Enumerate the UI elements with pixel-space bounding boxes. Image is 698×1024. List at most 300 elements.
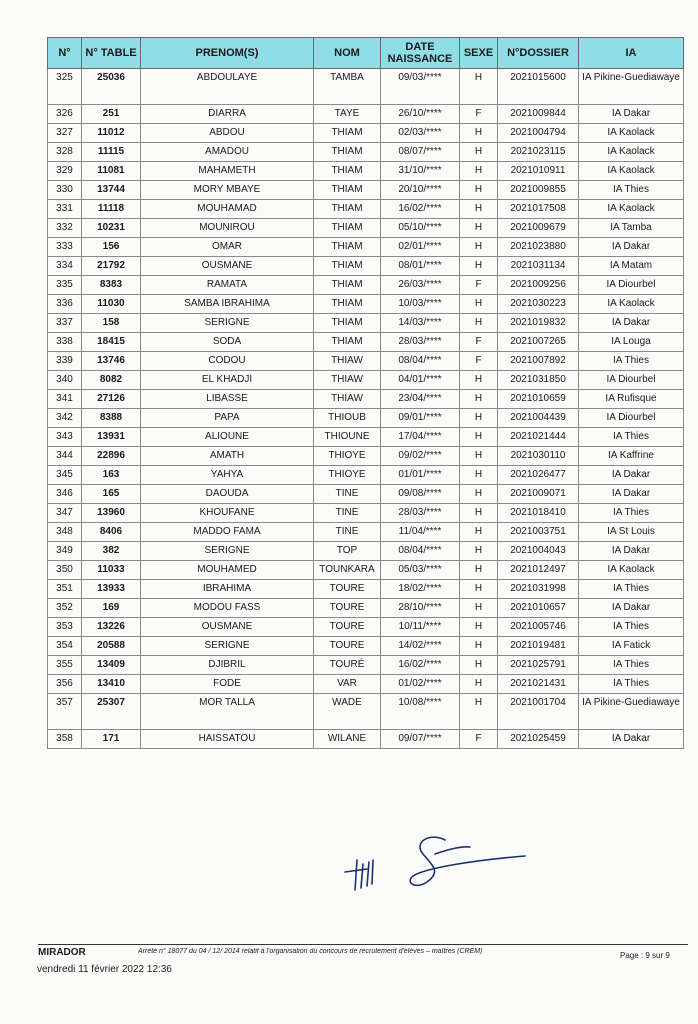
- cell-last-name: VAR: [314, 675, 381, 694]
- table-header-row: [48, 38, 684, 69]
- cell-file-number: 2021004043: [498, 542, 579, 561]
- cell-table-number: 25036: [82, 69, 141, 105]
- cell-ia: IA Kaolack: [579, 143, 684, 162]
- cell-birth-date: 09/07/****: [381, 730, 460, 749]
- cell-first-names: PAPA: [141, 409, 314, 428]
- cell-file-number: 2021031850: [498, 371, 579, 390]
- cell-table-number: 382: [82, 542, 141, 561]
- cell-birth-date: 16/02/****: [381, 200, 460, 219]
- table-row: [48, 124, 684, 143]
- cell-ia: IA Thies: [579, 181, 684, 200]
- table-row: [48, 428, 684, 447]
- table-row: [48, 257, 684, 276]
- cell-sex: H: [460, 238, 498, 257]
- cell-table-number: 8388: [82, 409, 141, 428]
- table-row: [48, 371, 684, 390]
- cell-birth-date: 28/10/****: [381, 599, 460, 618]
- cell-last-name: TOUNKARA: [314, 561, 381, 580]
- cell-first-names: MOR TALLA: [141, 694, 314, 730]
- cell-first-names: ALIOUNE: [141, 428, 314, 447]
- cell-table-number: 18415: [82, 333, 141, 352]
- cell-sex: H: [460, 504, 498, 523]
- cell-first-names: DJIBRIL: [141, 656, 314, 675]
- cell-first-names: CODOU: [141, 352, 314, 371]
- cell-first-names: SERIGNE: [141, 637, 314, 656]
- cell-number: 340: [48, 371, 82, 390]
- table-row: [48, 730, 684, 749]
- cell-sex: H: [460, 162, 498, 181]
- cell-file-number: 2021007265: [498, 333, 579, 352]
- cell-first-names: SAMBA IBRAHIMA: [141, 295, 314, 314]
- table-row: [48, 162, 684, 181]
- cell-first-names: LIBASSE: [141, 390, 314, 409]
- table-row: [48, 352, 684, 371]
- cell-birth-date: 08/01/****: [381, 257, 460, 276]
- cell-birth-date: 10/03/****: [381, 295, 460, 314]
- cell-ia: IA Thies: [579, 580, 684, 599]
- cell-ia: IA Kaolack: [579, 200, 684, 219]
- cell-number: 338: [48, 333, 82, 352]
- cell-ia: IA Dakar: [579, 314, 684, 333]
- cell-birth-date: 01/02/****: [381, 675, 460, 694]
- cell-last-name: THIAM: [314, 124, 381, 143]
- cell-file-number: 2021009679: [498, 219, 579, 238]
- cell-birth-date: 05/03/****: [381, 561, 460, 580]
- cell-birth-date: 04/01/****: [381, 371, 460, 390]
- cell-table-number: 13960: [82, 504, 141, 523]
- cell-ia: IA Diourbel: [579, 371, 684, 390]
- table-row: [48, 694, 684, 730]
- cell-table-number: 169: [82, 599, 141, 618]
- cell-ia: IA Thies: [579, 656, 684, 675]
- cell-birth-date: 31/10/****: [381, 162, 460, 181]
- cell-table-number: 25307: [82, 694, 141, 730]
- cell-file-number: 2021015600: [498, 69, 579, 105]
- header-number: N°: [48, 38, 82, 69]
- cell-file-number: 2021004794: [498, 124, 579, 143]
- cell-file-number: 2021007892: [498, 352, 579, 371]
- cell-number: 354: [48, 637, 82, 656]
- cell-sex: H: [460, 485, 498, 504]
- cell-birth-date: 10/08/****: [381, 694, 460, 730]
- cell-first-names: IBRAHIMA: [141, 580, 314, 599]
- cell-number: 336: [48, 295, 82, 314]
- cell-sex: H: [460, 314, 498, 333]
- cell-number: 329: [48, 162, 82, 181]
- cell-sex: H: [460, 599, 498, 618]
- header-file-number: N°DOSSIER: [498, 38, 579, 69]
- cell-birth-date: 02/03/****: [381, 124, 460, 143]
- table-row: [48, 181, 684, 200]
- cell-last-name: TOURÉ: [314, 656, 381, 675]
- cell-sex: H: [460, 428, 498, 447]
- cell-ia: IA Thies: [579, 352, 684, 371]
- cell-last-name: THIAM: [314, 276, 381, 295]
- cell-file-number: 2021025791: [498, 656, 579, 675]
- header-birth-date: DATE NAISSANCE: [381, 38, 460, 69]
- footer-decree: Arrêté n° 18077 du 04 / 12/ 2014 relatif à l'organisation du concours de recrutement d'élèves – maîtres (CREM): [138, 948, 483, 955]
- cell-first-names: MADDO FAMA: [141, 523, 314, 542]
- cell-ia: IA Dakar: [579, 105, 684, 124]
- cell-number: 353: [48, 618, 82, 637]
- cell-sex: H: [460, 466, 498, 485]
- cell-file-number: 2021012497: [498, 561, 579, 580]
- cell-number: 348: [48, 523, 82, 542]
- cell-file-number: 2021031998: [498, 580, 579, 599]
- cell-birth-date: 08/04/****: [381, 542, 460, 561]
- cell-file-number: 2021019832: [498, 314, 579, 333]
- cell-birth-date: 08/07/****: [381, 143, 460, 162]
- cell-table-number: 13931: [82, 428, 141, 447]
- results-table: [47, 37, 684, 749]
- cell-sex: F: [460, 276, 498, 295]
- cell-birth-date: 16/02/****: [381, 656, 460, 675]
- cell-file-number: 2021026477: [498, 466, 579, 485]
- cell-birth-date: 09/02/****: [381, 447, 460, 466]
- cell-first-names: OUSMANE: [141, 257, 314, 276]
- cell-number: 331: [48, 200, 82, 219]
- table-row: [48, 200, 684, 219]
- cell-number: 334: [48, 257, 82, 276]
- cell-birth-date: 17/04/****: [381, 428, 460, 447]
- cell-birth-date: 14/02/****: [381, 637, 460, 656]
- signature-image: [335, 820, 535, 900]
- cell-table-number: 165: [82, 485, 141, 504]
- cell-last-name: WADE: [314, 694, 381, 730]
- footer-org-name: MIRADOR: [38, 947, 86, 958]
- cell-last-name: TOP: [314, 542, 381, 561]
- cell-first-names: ABDOULAYE: [141, 69, 314, 105]
- cell-table-number: 11033: [82, 561, 141, 580]
- cell-file-number: 2021017508: [498, 200, 579, 219]
- cell-sex: F: [460, 730, 498, 749]
- cell-table-number: 8406: [82, 523, 141, 542]
- cell-last-name: THIOYE: [314, 466, 381, 485]
- cell-number: 327: [48, 124, 82, 143]
- cell-sex: H: [460, 637, 498, 656]
- cell-first-names: SERIGNE: [141, 542, 314, 561]
- cell-sex: F: [460, 333, 498, 352]
- table-row: [48, 618, 684, 637]
- cell-last-name: THIOUNE: [314, 428, 381, 447]
- cell-number: 352: [48, 599, 82, 618]
- cell-birth-date: 11/04/****: [381, 523, 460, 542]
- cell-number: 351: [48, 580, 82, 599]
- cell-table-number: 8082: [82, 371, 141, 390]
- cell-first-names: MOUNIROU: [141, 219, 314, 238]
- cell-birth-date: 20/10/****: [381, 181, 460, 200]
- table-row: [48, 447, 684, 466]
- cell-sex: H: [460, 257, 498, 276]
- cell-file-number: 2021009855: [498, 181, 579, 200]
- cell-last-name: THIAM: [314, 238, 381, 257]
- cell-last-name: TOURE: [314, 580, 381, 599]
- table-row: [48, 656, 684, 675]
- cell-last-name: THIAM: [314, 162, 381, 181]
- cell-birth-date: 05/10/****: [381, 219, 460, 238]
- cell-ia: IA Pikine-Guediawaye: [579, 69, 684, 105]
- cell-sex: H: [460, 618, 498, 637]
- cell-table-number: 13744: [82, 181, 141, 200]
- cell-table-number: 13933: [82, 580, 141, 599]
- cell-file-number: 2021019481: [498, 637, 579, 656]
- cell-number: 330: [48, 181, 82, 200]
- table-row: [48, 143, 684, 162]
- table-row: [48, 466, 684, 485]
- cell-ia: IA Dakar: [579, 730, 684, 749]
- cell-last-name: TAYE: [314, 105, 381, 124]
- table-row: [48, 333, 684, 352]
- cell-table-number: 21792: [82, 257, 141, 276]
- cell-table-number: 13746: [82, 352, 141, 371]
- cell-first-names: OUSMANE: [141, 618, 314, 637]
- cell-number: 341: [48, 390, 82, 409]
- cell-sex: H: [460, 409, 498, 428]
- cell-ia: IA Thies: [579, 504, 684, 523]
- table-row: [48, 561, 684, 580]
- table-row: [48, 542, 684, 561]
- cell-last-name: THIAM: [314, 257, 381, 276]
- cell-number: 347: [48, 504, 82, 523]
- cell-file-number: 2021009256: [498, 276, 579, 295]
- cell-table-number: 13410: [82, 675, 141, 694]
- cell-number: 345: [48, 466, 82, 485]
- cell-first-names: HAISSATOU: [141, 730, 314, 749]
- table-row: [48, 504, 684, 523]
- cell-table-number: 11081: [82, 162, 141, 181]
- cell-sex: H: [460, 181, 498, 200]
- cell-last-name: TINE: [314, 523, 381, 542]
- cell-table-number: 156: [82, 238, 141, 257]
- cell-number: 326: [48, 105, 82, 124]
- cell-last-name: WILANE: [314, 730, 381, 749]
- cell-sex: H: [460, 371, 498, 390]
- cell-ia: IA Dakar: [579, 466, 684, 485]
- cell-table-number: 171: [82, 730, 141, 749]
- cell-number: 346: [48, 485, 82, 504]
- cell-table-number: 163: [82, 466, 141, 485]
- header-first-names: PRENOM(S): [141, 38, 314, 69]
- cell-ia: IA Dakar: [579, 542, 684, 561]
- cell-file-number: 2021018410: [498, 504, 579, 523]
- cell-ia: IA Tamba: [579, 219, 684, 238]
- cell-last-name: TINE: [314, 485, 381, 504]
- cell-file-number: 2021009071: [498, 485, 579, 504]
- cell-ia: IA St Louis: [579, 523, 684, 542]
- cell-number: 328: [48, 143, 82, 162]
- cell-sex: H: [460, 447, 498, 466]
- cell-first-names: AMATH: [141, 447, 314, 466]
- cell-birth-date: 26/10/****: [381, 105, 460, 124]
- table-row: [48, 599, 684, 618]
- cell-file-number: 2021003751: [498, 523, 579, 542]
- cell-first-names: YAHYA: [141, 466, 314, 485]
- cell-ia: IA Thies: [579, 618, 684, 637]
- header-ia: IA: [579, 38, 684, 69]
- table-body: [48, 69, 684, 749]
- cell-table-number: 27126: [82, 390, 141, 409]
- cell-number: 357: [48, 694, 82, 730]
- cell-ia: IA Matam: [579, 257, 684, 276]
- cell-last-name: THIAW: [314, 352, 381, 371]
- cell-birth-date: 09/01/****: [381, 409, 460, 428]
- cell-sex: H: [460, 675, 498, 694]
- cell-number: 358: [48, 730, 82, 749]
- cell-first-names: KHOUFANE: [141, 504, 314, 523]
- table-row: [48, 390, 684, 409]
- cell-table-number: 20588: [82, 637, 141, 656]
- cell-last-name: THIAW: [314, 371, 381, 390]
- footer-page-number: Page : 9 sur 9: [620, 951, 670, 960]
- cell-first-names: EL KHADJI: [141, 371, 314, 390]
- table-row: [48, 238, 684, 257]
- cell-number: 356: [48, 675, 82, 694]
- cell-number: 332: [48, 219, 82, 238]
- cell-file-number: 2021031134: [498, 257, 579, 276]
- cell-birth-date: 01/01/****: [381, 466, 460, 485]
- cell-sex: H: [460, 124, 498, 143]
- footer-print-date: vendredi 11 février 2022 12:36: [37, 964, 172, 975]
- cell-table-number: 10231: [82, 219, 141, 238]
- cell-ia: IA Kaolack: [579, 561, 684, 580]
- cell-first-names: SODA: [141, 333, 314, 352]
- cell-file-number: 2021030110: [498, 447, 579, 466]
- cell-sex: H: [460, 143, 498, 162]
- table-row: [48, 295, 684, 314]
- cell-number: 349: [48, 542, 82, 561]
- cell-first-names: AMADOU: [141, 143, 314, 162]
- cell-ia: IA Dakar: [579, 599, 684, 618]
- cell-number: 342: [48, 409, 82, 428]
- cell-sex: H: [460, 542, 498, 561]
- cell-last-name: THIAM: [314, 219, 381, 238]
- cell-first-names: DAOUDA: [141, 485, 314, 504]
- cell-first-names: MAHAMETH: [141, 162, 314, 181]
- cell-number: 337: [48, 314, 82, 333]
- cell-file-number: 2021025459: [498, 730, 579, 749]
- cell-last-name: THIAM: [314, 143, 381, 162]
- cell-birth-date: 26/03/****: [381, 276, 460, 295]
- cell-number: 325: [48, 69, 82, 105]
- cell-birth-date: 23/04/****: [381, 390, 460, 409]
- cell-sex: H: [460, 200, 498, 219]
- cell-last-name: THIAM: [314, 333, 381, 352]
- cell-file-number: 2021010911: [498, 162, 579, 181]
- cell-table-number: 11118: [82, 200, 141, 219]
- table-row: [48, 675, 684, 694]
- cell-file-number: 2021021431: [498, 675, 579, 694]
- cell-file-number: 2021001704: [498, 694, 579, 730]
- cell-table-number: 11030: [82, 295, 141, 314]
- cell-table-number: 13409: [82, 656, 141, 675]
- cell-sex: H: [460, 656, 498, 675]
- cell-last-name: TOURE: [314, 599, 381, 618]
- cell-sex: H: [460, 694, 498, 730]
- cell-sex: H: [460, 580, 498, 599]
- cell-ia: IA Dakar: [579, 238, 684, 257]
- cell-birth-date: 02/01/****: [381, 238, 460, 257]
- header-sex: SEXE: [460, 38, 498, 69]
- cell-last-name: THIOUB: [314, 409, 381, 428]
- cell-last-name: THIAM: [314, 295, 381, 314]
- cell-last-name: TINE: [314, 504, 381, 523]
- cell-first-names: MORY MBAYE: [141, 181, 314, 200]
- cell-first-names: MOUHAMED: [141, 561, 314, 580]
- cell-ia: IA Kaolack: [579, 162, 684, 181]
- cell-first-names: MODOU FASS: [141, 599, 314, 618]
- cell-number: 355: [48, 656, 82, 675]
- cell-sex: H: [460, 523, 498, 542]
- cell-number: 344: [48, 447, 82, 466]
- table-row: [48, 219, 684, 238]
- table-row: [48, 69, 684, 105]
- cell-first-names: MOUHAMAD: [141, 200, 314, 219]
- cell-last-name: THIAW: [314, 390, 381, 409]
- cell-ia: IA Kaffrine: [579, 447, 684, 466]
- cell-first-names: SERIGNE: [141, 314, 314, 333]
- cell-last-name: TAMBA: [314, 69, 381, 105]
- cell-sex: H: [460, 295, 498, 314]
- cell-birth-date: 09/08/****: [381, 485, 460, 504]
- header-table-number: N° TABLE: [82, 38, 141, 69]
- cell-last-name: THIOYE: [314, 447, 381, 466]
- cell-birth-date: 28/03/****: [381, 504, 460, 523]
- cell-birth-date: 09/03/****: [381, 69, 460, 105]
- cell-ia: IA Rufisque: [579, 390, 684, 409]
- cell-last-name: THIAM: [314, 314, 381, 333]
- table-row: [48, 637, 684, 656]
- cell-file-number: 2021005746: [498, 618, 579, 637]
- table-row: [48, 580, 684, 599]
- cell-table-number: 13226: [82, 618, 141, 637]
- cell-table-number: 158: [82, 314, 141, 333]
- cell-first-names: ABDOU: [141, 124, 314, 143]
- cell-ia: IA Kaolack: [579, 295, 684, 314]
- cell-first-names: OMAR: [141, 238, 314, 257]
- table-row: [48, 276, 684, 295]
- cell-ia: IA Diourbel: [579, 276, 684, 295]
- cell-sex: H: [460, 69, 498, 105]
- cell-ia: IA Pikine-Guediawaye: [579, 694, 684, 730]
- header-last-name: NOM: [314, 38, 381, 69]
- cell-ia: IA Thies: [579, 428, 684, 447]
- cell-birth-date: 28/03/****: [381, 333, 460, 352]
- cell-birth-date: 10/11/****: [381, 618, 460, 637]
- cell-number: 333: [48, 238, 82, 257]
- cell-file-number: 2021021444: [498, 428, 579, 447]
- cell-table-number: 22896: [82, 447, 141, 466]
- table-row: [48, 105, 684, 124]
- cell-sex: H: [460, 390, 498, 409]
- cell-table-number: 11115: [82, 143, 141, 162]
- cell-last-name: TOURE: [314, 637, 381, 656]
- footer-divider: [38, 944, 688, 945]
- cell-number: 343: [48, 428, 82, 447]
- cell-birth-date: 14/03/****: [381, 314, 460, 333]
- cell-file-number: 2021010659: [498, 390, 579, 409]
- cell-sex: H: [460, 561, 498, 580]
- cell-sex: H: [460, 219, 498, 238]
- cell-ia: IA Louga: [579, 333, 684, 352]
- cell-ia: IA Kaolack: [579, 124, 684, 143]
- cell-first-names: DIARRA: [141, 105, 314, 124]
- cell-file-number: 2021004439: [498, 409, 579, 428]
- cell-last-name: THIAM: [314, 181, 381, 200]
- table-row: [48, 485, 684, 504]
- cell-file-number: 2021010657: [498, 599, 579, 618]
- cell-file-number: 2021009844: [498, 105, 579, 124]
- cell-number: 350: [48, 561, 82, 580]
